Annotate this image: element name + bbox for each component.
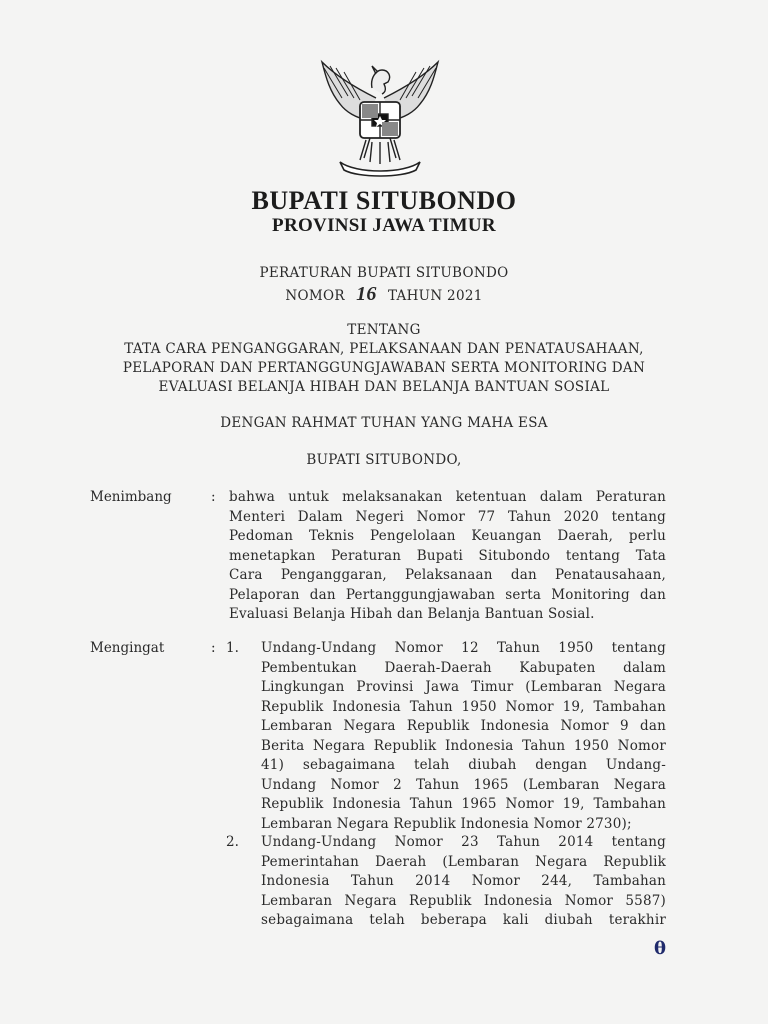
item-line: Lingkungan Provinsi Jawa Timur (Lembaran Negara <box>261 679 666 695</box>
menimbang-text <box>229 488 666 625</box>
item-line: Pembentukan Daerah-Daerah Kabupaten dalam <box>261 659 666 676</box>
item-line: sebagaimana telah beberapa kali diubah terakhir <box>261 912 666 928</box>
about-heading: TENTANG <box>347 322 421 338</box>
menimbang-line: menetapkan Peraturan Bupati Situbondo tentang Tata <box>229 547 666 564</box>
subject-line-2: PELAPORAN DAN PERTANGGUNGJAWABAN SERTA MONITORING DAN <box>122 360 646 376</box>
subject-line-3: EVALUASI BELANJA HIBAH DAN BELANJA BANTUAN SOSIAL <box>158 379 610 395</box>
item-line: 41) sebagaimana telah diubah dengan Undang- <box>261 757 666 773</box>
menimbang-colon: : <box>211 489 216 505</box>
mengingat-label: Mengingat <box>90 640 165 656</box>
menimbang-line: Pelaporan dan Pertanggungjawaban serta Monitoring dan <box>229 586 666 603</box>
invocation: DENGAN RAHMAT TUHAN YANG MAHA ESA <box>220 415 548 431</box>
item-line: Undang-Undang Nomor 12 Tahun 1950 tentang <box>261 640 666 656</box>
item-line: Undang-Undang Nomor 23 Tahun 2014 tentang <box>261 834 666 850</box>
item-line: Lembaran Negara Republik Indonesia Nomor 9 dan <box>261 718 666 734</box>
mengingat-colon: : <box>211 640 216 656</box>
handwritten-number: 16 <box>356 283 377 305</box>
garuda-emblem-icon <box>316 58 444 180</box>
menimbang-line: Evaluasi Belanja Hibah dan Belanja Bantuan Sosial. <box>229 606 595 622</box>
item-line: Republik Indonesia Tahun 1965 Nomor 19, Tambahan <box>261 796 666 812</box>
number-prefix: NOMOR <box>285 288 345 304</box>
menimbang-label: Menimbang <box>90 489 172 505</box>
item-line: Indonesia Tahun 2014 Nomor 244, Tambahan <box>261 873 666 889</box>
mengingat-item-1 <box>261 639 666 834</box>
regulation-name: PERATURAN BUPATI SITUBONDO <box>259 265 509 281</box>
mengingat-item-2 <box>261 833 666 931</box>
item-line: Pemerintahan Daerah (Lembaran Negara Republik <box>261 853 666 870</box>
regulation-number-line <box>0 283 768 306</box>
item-line: Republik Indonesia Tahun 1950 Nomor 19, Tambahan <box>261 698 666 715</box>
paraf-initial-mark: θ <box>654 938 667 959</box>
item-number: 2. <box>226 834 239 850</box>
item-line: Lembaran Negara Republik Indonesia Nomor 2730); <box>261 815 632 832</box>
menimbang-line: Menteri Dalam Negeri Nomor 77 Tahun 2020 tentang <box>229 508 666 525</box>
issuer-title: BUPATI SITUBONDO <box>251 186 517 215</box>
menimbang-line: Cara Penganggaran, Pelaksanaan dan Penatausahaan, <box>229 567 666 583</box>
issuer-line: BUPATI SITUBONDO, <box>306 452 462 468</box>
province-subtitle: PROVINSI JAWA TIMUR <box>272 215 496 236</box>
item-line: Berita Negara Republik Indonesia Tahun 1950 Nomor <box>261 737 666 754</box>
item-line: Lembaran Negara Republik Indonesia Nomor 5587) <box>261 892 666 909</box>
item-line: Undang Nomor 2 Tahun 1965 (Lembaran Negara <box>261 776 666 793</box>
menimbang-line: Pedoman Teknis Pengelolaan Keuangan Daerah, perlu <box>229 528 666 544</box>
subject-line-1: TATA CARA PENGANGGARAN, PELAKSANAAN DAN PENATAUSAHAAN, <box>124 341 644 357</box>
menimbang-line: bahwa untuk melaksanakan ketentuan dalam Peraturan <box>229 489 666 505</box>
item-number: 1. <box>226 640 239 656</box>
regulation-year: TAHUN 2021 <box>387 288 483 304</box>
